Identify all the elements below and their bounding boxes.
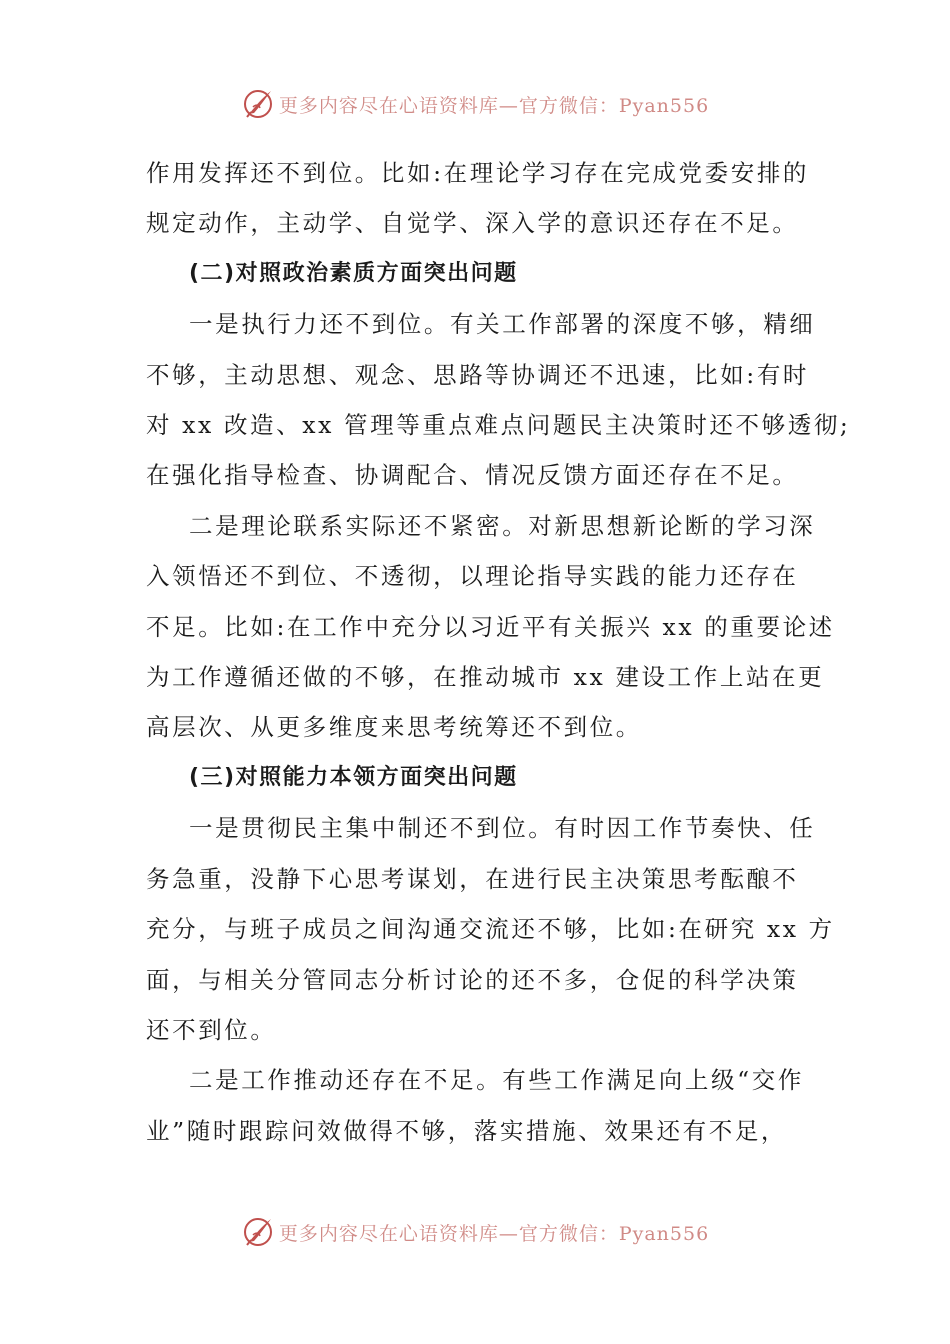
header-banner (0, 84, 950, 124)
text-line: 业”随时跟踪问效做得不够，落实措施、效果还有不足， (146, 1116, 788, 1145)
text-line: 高层次、从更多维度来思考统筹还不到位。 (146, 713, 642, 742)
paragraph-4 (146, 803, 835, 1055)
quill-pen-logo-icon (241, 87, 275, 121)
text-line: 入领悟还不到位、不透彻，以理论指导实践的能力还存在 (146, 562, 799, 591)
text-line: 规定动作，主动学、自觉学、深入学的意识还存在不足。 (146, 209, 799, 238)
text-line: 在强化指导检查、协调配合、情况反馈方面还存在不足。 (146, 461, 799, 490)
quill-pen-logo-icon (241, 1215, 275, 1249)
footer-banner (0, 1212, 950, 1252)
text-line: 为工作遵循还做的不够，在推动城市 xx 建设工作上站在更 (146, 663, 825, 692)
footer-banner-text: 更多内容尽在心语资料库—官方微信：Pyan556 (278, 1222, 710, 1245)
paragraph-5 (146, 1055, 806, 1156)
text-line: 一是贯彻民主集中制还不到位。有时因工作节奏快、任 (189, 814, 816, 843)
text-line: 一是执行力还不到位。有关工作部署的深度不够，精细 (189, 310, 816, 339)
text-line: 不足。比如:在工作中充分以习近平有关振兴 xx 的重要论述 (146, 612, 835, 641)
text-line: 不够，主动思想、观念、思路等协调还不迅速，比如:有时 (146, 360, 810, 389)
text-line: 还不到位。 (146, 1015, 277, 1044)
paragraph-3 (146, 501, 835, 753)
text-line: 二是理论联系实际还不紧密。对新思想新论断的学习深 (189, 511, 816, 540)
document-body (146, 148, 851, 1156)
text-line: 二是工作推动还存在不足。有些工作满足向上级“交作 (189, 1066, 804, 1095)
section-heading-2: (二)对照政治素质方面突出问题 (189, 260, 518, 286)
text-line: 作用发挥还不到位。比如:在理论学习存在完成党委安排的 (146, 159, 810, 187)
text-line: 务急重，没静下心思考谋划，在进行民主决策思考酝酿不 (146, 864, 799, 893)
text-line: 充分，与班子成员之间沟通交流还不够，比如:在研究 xx 方 (146, 915, 835, 944)
section-heading-3: (三)对照能力本领方面突出问题 (189, 764, 518, 790)
header-banner-text: 更多内容尽在心语资料库—官方微信：Pyan556 (278, 94, 710, 117)
paragraph-1 (146, 148, 810, 249)
text-line: 对 xx 改造、xx 管理等重点难点问题民主决策时还不够透彻; (146, 411, 851, 440)
text-line: 面，与相关分管同志分析讨论的还不多，仓促的科学决策 (146, 965, 799, 994)
paragraph-2 (146, 299, 851, 501)
